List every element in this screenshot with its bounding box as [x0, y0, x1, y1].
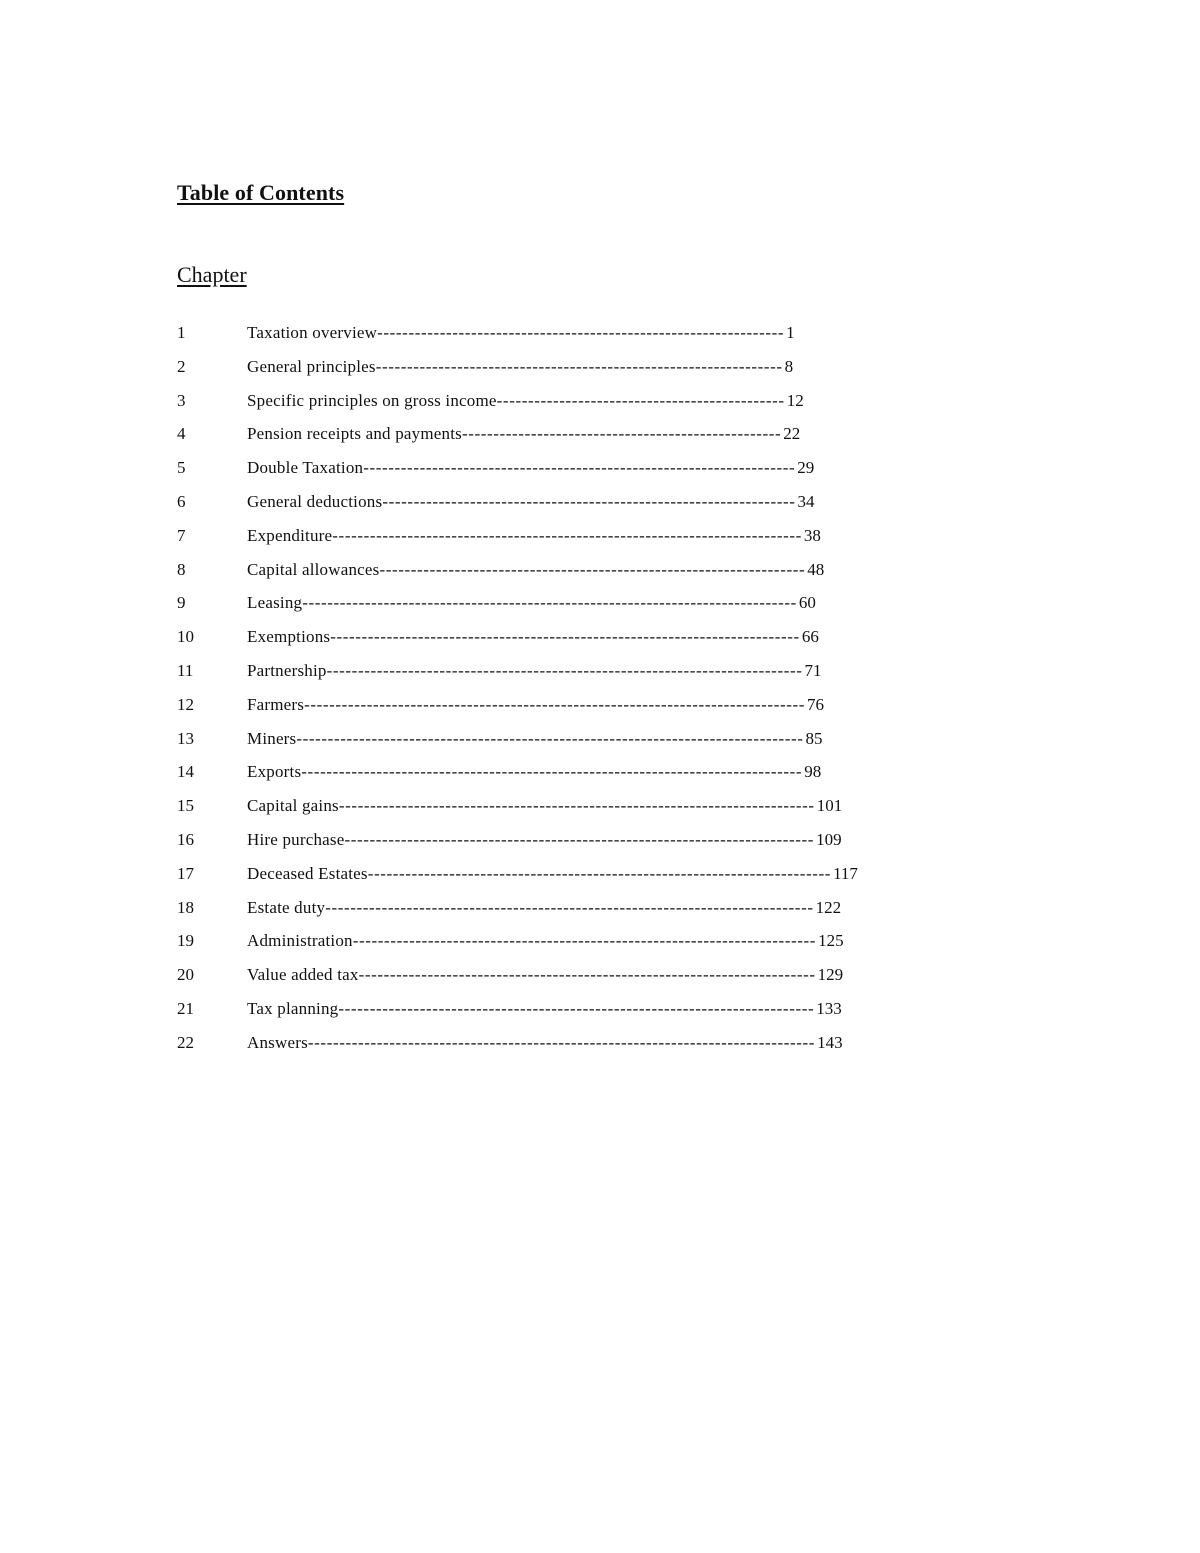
- toc-entry: [177, 965, 877, 999]
- dot-leader: ------------------------------------------------------------------: [382, 491, 796, 511]
- chapter-title: Taxation overview: [247, 323, 378, 342]
- dot-leader: ---------------------------------------------------------------------------------: [307, 1032, 816, 1052]
- chapter-title: Estate duty: [247, 897, 326, 917]
- chapter-title: General deductions: [247, 491, 383, 511]
- chapter-number: 10: [177, 627, 194, 647]
- chapter-title: Capital gains: [247, 796, 339, 816]
- chapter-number: 19: [177, 931, 194, 951]
- page-number: 1: [786, 323, 795, 342]
- toc-entry: [177, 560, 877, 594]
- chapter-number: 15: [177, 796, 194, 816]
- chapter-number: 4: [177, 424, 186, 444]
- chapter-title: Administration: [247, 931, 353, 951]
- toc-entry: [177, 492, 877, 526]
- table-of-contents-list: [177, 323, 877, 1067]
- chapter-title: Specific principles on gross income: [247, 390, 497, 410]
- page-number: 22: [783, 424, 801, 444]
- chapter-title: Tax planning: [247, 998, 339, 1018]
- chapter-number: 17: [177, 863, 194, 883]
- toc-entry: [177, 999, 877, 1033]
- page-number: 125: [818, 931, 844, 951]
- chapter-number: 16: [177, 829, 194, 849]
- toc-entry: [177, 424, 877, 458]
- chapter-title: Farmers: [247, 694, 305, 714]
- page-number: 133: [816, 998, 842, 1018]
- chapter-number: 7: [177, 525, 186, 545]
- page-number: 109: [816, 829, 842, 849]
- chapter-title: Miners: [247, 728, 297, 748]
- chapter-title: Expenditure: [247, 525, 333, 545]
- toc-entry: [177, 357, 877, 391]
- toc-entry: [177, 898, 877, 932]
- page-number: 48: [807, 559, 825, 579]
- toc-entry: [177, 762, 877, 796]
- chapter-title: Leasing: [247, 593, 303, 613]
- chapter-number: 3: [177, 390, 186, 410]
- chapter-title: Capital allowances: [247, 559, 380, 579]
- chapter-title: Answers: [247, 1032, 308, 1052]
- page-number: 101: [816, 796, 843, 816]
- dot-leader: ---------------------------------------------------------------------: [363, 458, 796, 478]
- toc-entry: [177, 695, 877, 729]
- dot-leader: -----------------------------------------------------------------: [377, 323, 785, 342]
- dot-leader: --------------------------------------------------------------------------------: [304, 694, 805, 714]
- page-number: 76: [807, 694, 824, 714]
- toc-entry: [177, 391, 877, 425]
- toc-entry: [177, 1033, 877, 1067]
- toc-entry: [177, 526, 877, 560]
- chapter-number: 6: [177, 491, 186, 511]
- chapter-number: 5: [177, 458, 186, 478]
- page-number: 60: [798, 593, 816, 613]
- chapter-title: Exemptions: [247, 627, 331, 647]
- chapter-title: Value added tax: [247, 965, 359, 985]
- toc-entry: [177, 729, 877, 763]
- page-number: 66: [801, 627, 819, 647]
- chapter-number: 20: [177, 965, 194, 985]
- dot-leader: ----------------------------------------------------------------------------: [338, 998, 815, 1018]
- chapter-number: 12: [177, 694, 194, 714]
- chapter-heading: Chapter: [177, 262, 247, 287]
- chapter-title: Double Taxation: [247, 458, 364, 478]
- page-number: 129: [817, 965, 844, 985]
- dot-leader: ---------------------------------------------------------------------------------: [296, 728, 804, 748]
- dot-leader: ------------------------------------------------------------------------------: [325, 897, 814, 917]
- page-number: 12: [786, 390, 804, 410]
- chapter-title: Partnership: [247, 660, 327, 680]
- chapter-number: 9: [177, 593, 186, 613]
- dot-leader: -------------------------------------------------------------------------------: [302, 593, 797, 613]
- chapter-title: General principles: [247, 356, 376, 376]
- dot-leader: ---------------------------------------------------------------------------: [330, 627, 800, 647]
- chapter-number: 1: [177, 323, 186, 342]
- toc-entry: [177, 593, 877, 627]
- toc-entry: [177, 796, 877, 830]
- chapter-number: 2: [177, 356, 186, 376]
- chapter-number: 8: [177, 559, 186, 579]
- toc-entry: [177, 661, 877, 695]
- page-number: 8: [784, 356, 794, 376]
- document-title: Table of Contents: [177, 180, 345, 205]
- chapter-number: 22: [177, 1032, 194, 1052]
- page-number: 143: [817, 1032, 843, 1052]
- page-number: 98: [804, 762, 822, 782]
- dot-leader: ----------------------------------------------------------------------------: [326, 660, 803, 680]
- dot-leader: --------------------------------------------------------------------: [379, 559, 806, 579]
- toc-entry: [177, 458, 877, 492]
- chapter-title: Pension receipts and payments: [247, 424, 462, 444]
- page-number: 34: [797, 491, 815, 511]
- dot-leader: -----------------------------------------------------------------: [375, 356, 783, 376]
- dot-leader: ----------------------------------------------------------------------------: [338, 796, 815, 816]
- chapter-number: 14: [177, 762, 194, 782]
- toc-entry: [177, 864, 877, 898]
- toc-entry: [177, 627, 877, 661]
- chapter-number: 21: [177, 998, 194, 1018]
- toc-entry: [177, 323, 877, 357]
- chapter-number: 18: [177, 897, 194, 917]
- chapter-number: 13: [177, 728, 194, 748]
- dot-leader: -------------------------------------------------------------------------: [358, 965, 816, 985]
- toc-entry: [177, 931, 877, 965]
- page-number: 71: [804, 660, 822, 680]
- page-number: 122: [815, 897, 842, 917]
- toc-entry: [177, 830, 877, 864]
- dot-leader: ----------------------------------------------: [496, 390, 785, 410]
- page-number: 38: [803, 525, 821, 545]
- chapter-title: Exports: [247, 762, 302, 782]
- page-number: 85: [805, 728, 823, 748]
- chapter-title: Hire purchase: [247, 829, 345, 849]
- page-number: 29: [797, 458, 815, 478]
- dot-leader: ---------------------------------------------------: [461, 424, 782, 444]
- page-number: 117: [833, 863, 858, 883]
- dot-leader: ---------------------------------------------------------------------------: [332, 525, 802, 545]
- dot-leader: --------------------------------------------------------------------------------: [301, 762, 803, 782]
- dot-leader: ---------------------------------------------------------------------------: [344, 829, 815, 849]
- dot-leader: --------------------------------------------------------------------------: [352, 931, 817, 951]
- chapter-number: 11: [177, 660, 194, 680]
- dot-leader: --------------------------------------------------------------------------: [367, 863, 832, 883]
- chapter-title: Deceased Estates: [247, 863, 368, 883]
